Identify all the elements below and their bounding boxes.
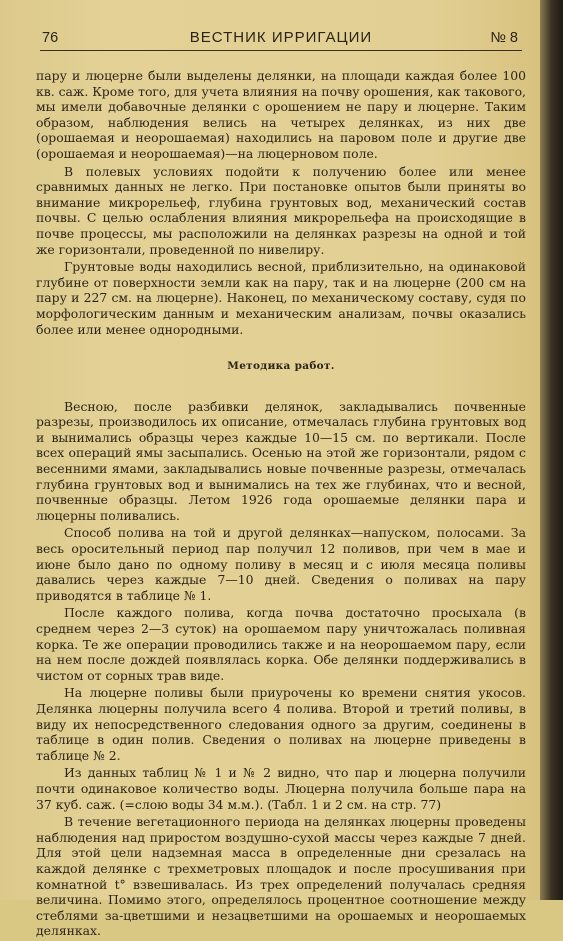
paragraph: Способ полива на той и другой делянках—напуском, полосами. За весь оросительный период пар получил 12 поливов, при чем в мае и июне было дано по одному поливу в месяц и с июля месяца поливы давались через каждые 7—10 дней. Сведения о поливах на пару приводятся в таблице № 1. xyxy=(36,525,526,603)
paragraph: В течение вегетационного периода на делянках люцерны проведены наблюдения над приростом воздушно-сухой массы через каждые 7 дней. Для этой цели надземная масса в определенные дни срезалась на каждой делянке с трехметровых площадок и после просушивания при комнатной t° взвешивалась. Из трех определений получалась средняя величина. Помимо этого, определялось процентное соотношение между стеблями за-цветшими и незацветшими на орошаемых и неорошаемых делянках. xyxy=(36,814,526,939)
page-number: 76 xyxy=(42,30,59,46)
journal-title: ВЕСТНИК ИРРИГАЦИИ xyxy=(189,29,373,46)
paragraph: Весною, после разбивки делянок, закладывались почвенные разрезы, производилось их описание, отмечалась глубина грунтовых вод и вынимались образцы через каждые 10—15 см. по вертикали. После всех операций ямы засыпались. Осенью на этой же горизонтали, рядом с весенними ямами, закладывались новые почвенные разрезы, отмечалась глубина грунтовых вод и вынимались на тех же глубинах, что и весной, почвенные образцы. Летом 1926 года орошаемые делянки пара и люцерны поливались. xyxy=(36,398,526,523)
book-spine xyxy=(540,0,563,900)
paragraph: После каждого полива, когда почва достаточно просыхала (в среднем через 2—3 суток) на орошаемом пару уничтожалась поливная корка. Те же операции проводились также и на неорошаемом пару, если на нем после дождей появлялась корка. Обе делянки поддерживались в чистом от сорных трав виде. xyxy=(36,605,526,683)
section-heading: Методика работ. xyxy=(227,360,335,373)
paragraph: Из данных таблиц № 1 и № 2 видно, что пар и люцерна получили почти одинаковое количество воды. Люцерна получила больше пара на 37 куб. саж. (=слою воды 34 м.м.). (Табл. 1 и 2 см. на стр. 77) xyxy=(36,765,526,812)
paragraph: пару и люцерне были выделены делянки, на площади каждая более 100 кв. саж. Кроме того, для учета влияния на почву орошения, как такового, мы имели добавочные делянки с орошением не пару и люцерне. Таким образом, наблюдения велись на четырех делянках, из них две (орошаемая и неорошаемая) находились на паровом поле и другие две (орошаемая и неорошаемая)—на люцерновом поле. xyxy=(36,68,526,161)
issue-number: № 8 xyxy=(490,30,518,46)
article-body xyxy=(36,68,526,941)
paragraph: В полевых условиях подойти к получению более или менее сравнимых данных не легко. При постановке опытов были приняты во внимание микрорельеф, глубина грунтовых вод, механический состав почвы. С целью ослабления влияния микрорельефа на происходящие в почве процессы, мы расположили на делянках разрезы на одной и той же горизонтали, проведенной по нивелиру. xyxy=(36,163,526,257)
paragraph: Грунтовые воды находились весной, приблизительно, на одинаковой глубине от поверхности земли как на пару, так и на люцерне (200 см на пару и 227 см. на люцерне). Наконец, по механическому составу, судя по морфологическим данным и механическим анализам, почвы оказались более или менее однородными. xyxy=(36,259,526,337)
running-header xyxy=(40,28,522,51)
paragraph: На люцерне поливы были приурочены ко времени снятия укосов. Делянка люцерны получила всего 4 полива. Второй и третий поливы, в виду их непосредственного следования одного за другим, соединены в таблице в один полив. Сведения о поливах на люцерне приведены в таблице № 2. xyxy=(36,685,526,763)
